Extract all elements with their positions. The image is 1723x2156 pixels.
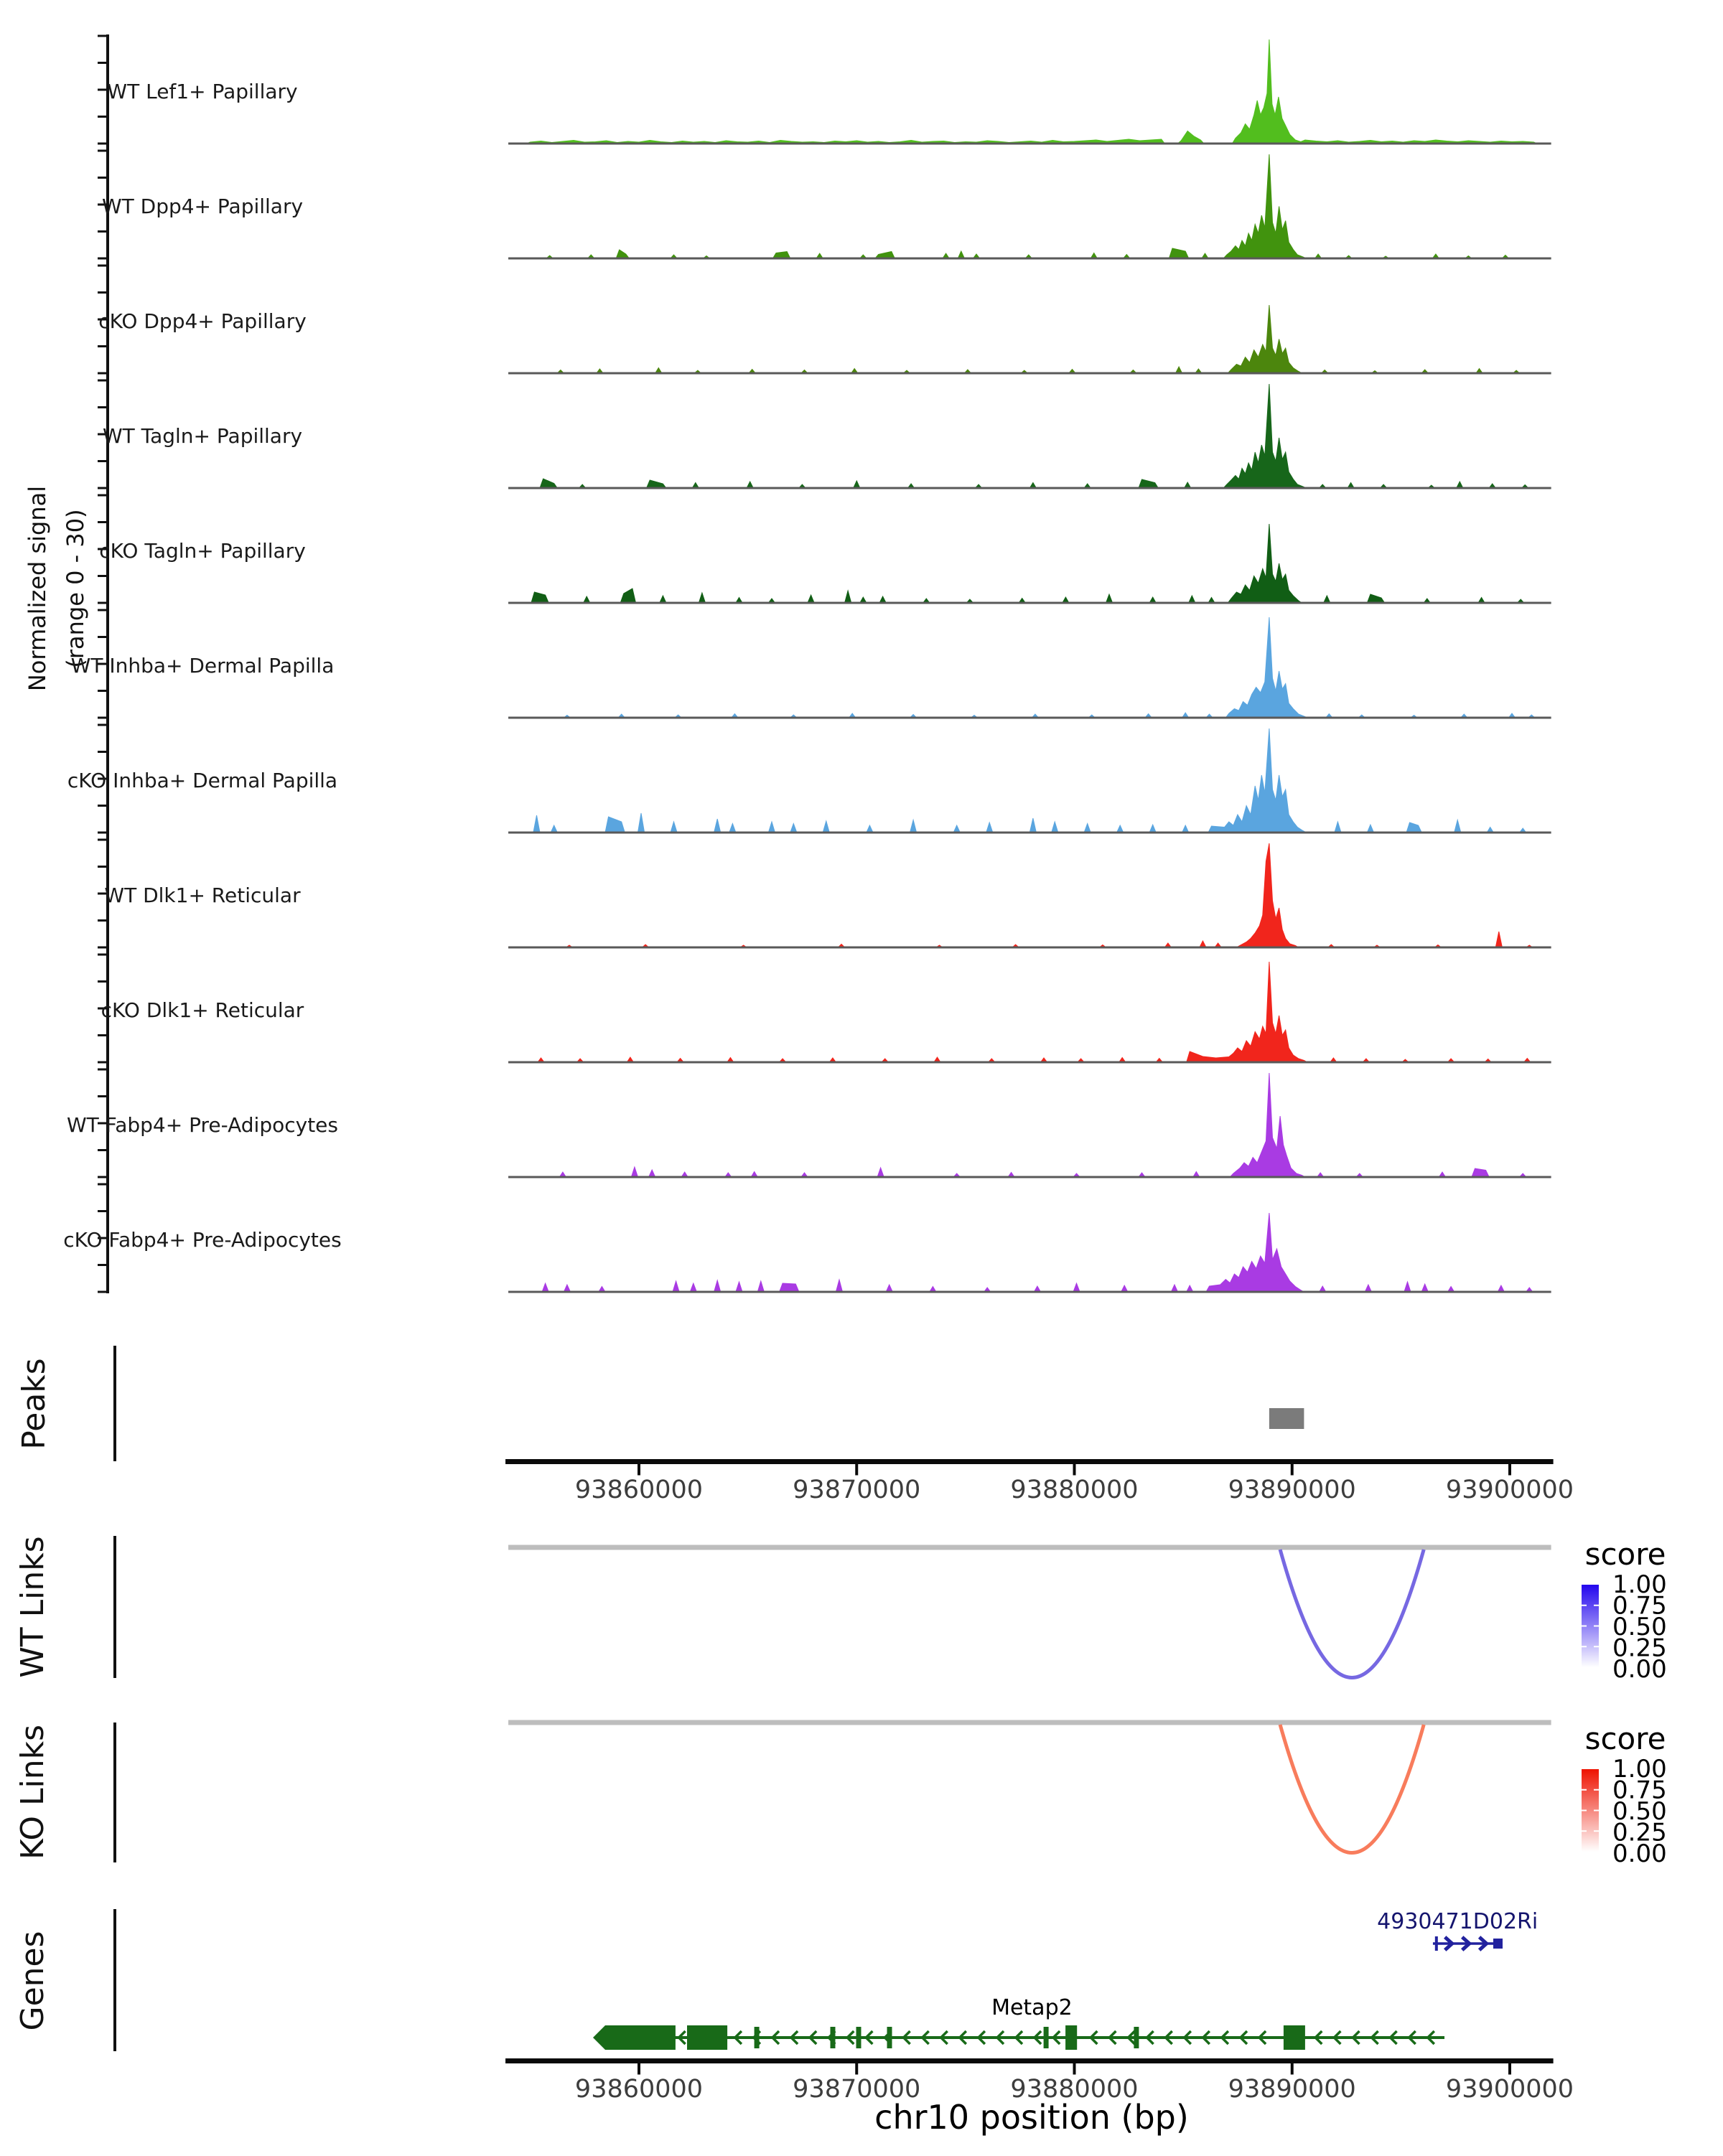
- track-label-cko-tagln-papillary: cKO Tagln+ Papillary: [99, 539, 306, 563]
- gene-exon-bar: [856, 2027, 862, 2048]
- y-axis-label-line1: Normalized signal: [24, 485, 51, 692]
- track-wt-dlk1-reticular: [104, 843, 1551, 947]
- genes-section-label: Genes: [14, 1931, 51, 2031]
- mid-genome-axis-tick-label: 93890000: [1228, 1476, 1356, 1504]
- track-label-cko-fabp4-pre-adipocytes: cKO Fabp4+ Pre-Adipocytes: [63, 1228, 342, 1252]
- gene-exon-bar: [1044, 2027, 1049, 2048]
- bottom-genome-axis-tick-label: 93880000: [1010, 2075, 1139, 2104]
- score-legend-tick-label: 0.25: [1612, 1818, 1667, 1847]
- genes-section: [14, 1909, 115, 2051]
- bottom-genome-axis-tick-label: 93900000: [1445, 2075, 1574, 2104]
- track-wt-fabp4-pre-adipocytes: [67, 1073, 1551, 1177]
- link-arc: [1280, 1725, 1424, 1853]
- track-label-wt-fabp4-pre-adipocytes: WT Fabp4+ Pre-Adipocytes: [67, 1113, 338, 1137]
- score-legend-title: score: [1584, 1721, 1666, 1756]
- signal-area-wt-lef1-papillary: [508, 39, 1551, 144]
- track-cko-inhba-dermal-papilla: [67, 728, 1551, 833]
- track-cko-dlk1-reticular: [101, 962, 1551, 1062]
- gene-exon-bar: [887, 2027, 892, 2048]
- mid-genome-axis-tick-label: 93880000: [1010, 1476, 1139, 1504]
- gene-exon-bar: [1134, 2027, 1139, 2048]
- links-section-wt: [14, 1536, 1667, 1684]
- track-label-wt-dpp4-papillary: WT Dpp4+ Papillary: [101, 194, 304, 218]
- signal-area-cko-inhba-dermal-papilla: [508, 728, 1551, 833]
- mid-genome-axis-tick-label: 93860000: [574, 1476, 704, 1504]
- signal-area-cko-fabp4-pre-adipocytes: [508, 1213, 1551, 1292]
- peak-interval: [1269, 1408, 1304, 1429]
- track-label-wt-dlk1-reticular: WT Dlk1+ Reticular: [104, 884, 301, 907]
- gene-exon: [1065, 2025, 1077, 2050]
- signal-area-wt-tagln-papillary: [508, 384, 1551, 488]
- gene-label-4930471d02ri: 4930471D02Ri: [1377, 1909, 1538, 1934]
- score-legend-tick-label: 0.00: [1612, 1655, 1667, 1684]
- signal-area-cko-dlk1-reticular: [508, 962, 1551, 1062]
- score-legend-tick-label: 1.00: [1612, 1755, 1667, 1784]
- links-section-ko: [14, 1721, 1667, 1868]
- gene-exon-bar: [755, 2027, 760, 2048]
- signal-area-cko-tagln-papillary: [508, 524, 1551, 603]
- track-wt-lef1-papillary: [107, 39, 1551, 144]
- track-wt-dpp4-papillary: [102, 154, 1551, 258]
- gene-exon: [605, 2025, 676, 2050]
- link-arc: [1280, 1550, 1424, 1678]
- score-legend-tick-label: 0.50: [1612, 1613, 1667, 1641]
- signal-area-wt-fabp4-pre-adipocytes: [508, 1073, 1551, 1177]
- score-legend-tick-label: 0.75: [1612, 1776, 1667, 1805]
- gene-exon: [1493, 1939, 1503, 1949]
- track-label-cko-dlk1-reticular: cKO Dlk1+ Reticular: [101, 998, 304, 1022]
- track-cko-tagln-papillary: [99, 524, 1551, 603]
- track-label-wt-lef1-papillary: WT Lef1+ Papillary: [107, 80, 298, 103]
- peaks-section: [16, 1346, 1304, 1461]
- gene-exon: [687, 2025, 727, 2050]
- track-label-cko-dpp4-papillary: cKO Dpp4+ Papillary: [98, 309, 307, 333]
- signal-area-cko-dpp4-papillary: [508, 305, 1551, 373]
- gene-exon: [1284, 2025, 1305, 2050]
- track-wt-tagln-papillary: [103, 384, 1551, 488]
- track-label-wt-tagln-papillary: WT Tagln+ Papillary: [102, 424, 303, 448]
- track-label-wt-inhba-dermal-papilla: WT Inhba+ Dermal Papilla: [70, 654, 335, 678]
- gene-exon-bar: [831, 2027, 836, 2048]
- track-cko-fabp4-pre-adipocytes: [63, 1213, 1551, 1292]
- y-axis-label-line2: (range 0 - 30): [62, 509, 89, 668]
- gene-4930471d02ri: [1377, 1909, 1538, 1951]
- track-label-cko-inhba-dermal-papilla: cKO Inhba+ Dermal Papilla: [67, 769, 338, 792]
- track-cko-dpp4-papillary: [98, 305, 1551, 373]
- score-legend-tick-label: 0.00: [1612, 1839, 1667, 1868]
- mid-genome-axis-tick-label: 93900000: [1445, 1476, 1574, 1504]
- track-wt-inhba-dermal-papilla: [71, 617, 1551, 718]
- mid-genome-axis: [505, 1462, 1574, 1505]
- links-section-label: WT Links: [14, 1536, 51, 1678]
- links-section-label: KO Links: [14, 1724, 51, 1860]
- bottom-genome-axis-tick-label: 93860000: [574, 2075, 704, 2104]
- score-legend-title: score: [1584, 1537, 1666, 1572]
- score-legend-tick-label: 0.25: [1612, 1634, 1667, 1663]
- score-legend-tick-label: 1.00: [1612, 1570, 1667, 1599]
- bottom-genome-axis: [505, 2061, 1574, 2137]
- gene-end-arrow: [593, 2025, 605, 2050]
- score-legend-tick-label: 0.50: [1612, 1797, 1667, 1826]
- gene-metap2: [593, 1995, 1444, 2050]
- peaks-section-label: Peaks: [16, 1358, 52, 1450]
- gene-label-metap2: Metap2: [991, 1995, 1073, 2020]
- mid-genome-axis-tick-label: 93870000: [793, 1476, 921, 1504]
- bottom-genome-axis-tick-label: 93890000: [1228, 2075, 1356, 2104]
- bottom-genome-axis-tick-label: 93870000: [793, 2075, 921, 2104]
- x-axis-title: chr10 position (bp): [874, 2098, 1189, 2137]
- signal-area-wt-dpp4-papillary: [508, 154, 1551, 258]
- signal-area-wt-dlk1-reticular: [508, 843, 1551, 947]
- score-legend-tick-label: 0.75: [1612, 1591, 1667, 1621]
- signal-area-wt-inhba-dermal-papilla: [508, 617, 1551, 718]
